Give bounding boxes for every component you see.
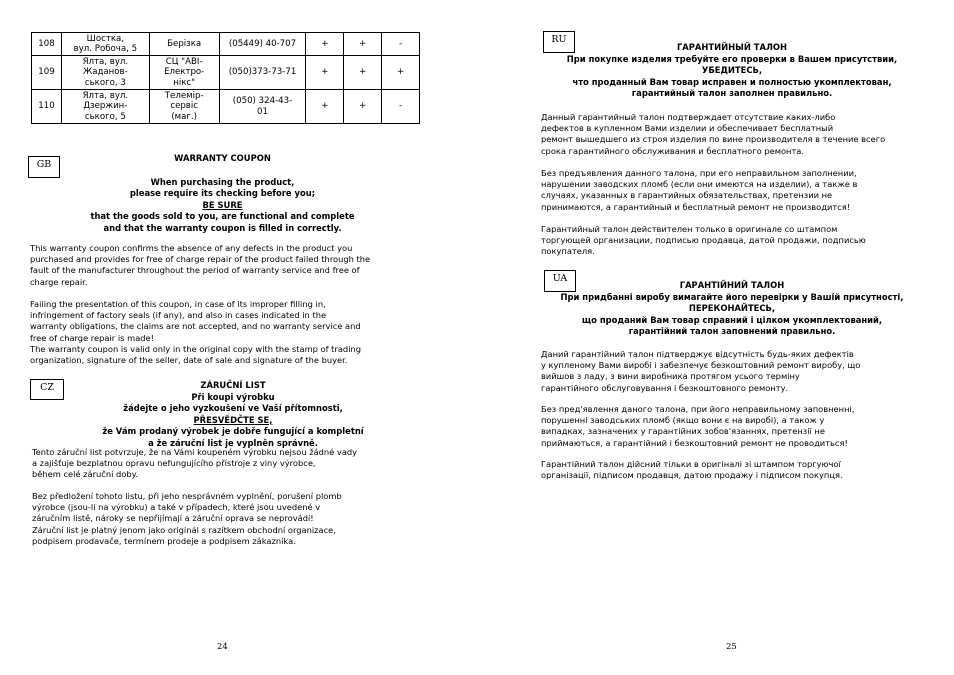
- table-row: [32, 56, 420, 90]
- language-tag-cz: CZ: [30, 379, 64, 400]
- ua-title: ГАРАНТІЙНИЙ ТАЛОН: [679, 280, 785, 290]
- service-name-cell: СЦ "АВІ- Електро- нікс": [149, 56, 219, 90]
- gb-title: WARRANTY COUPON: [174, 153, 271, 163]
- mark-cell: +: [306, 33, 344, 56]
- mark-cell: +: [306, 90, 344, 124]
- cz-title: ZÁRUČNÍ LIST: [200, 380, 266, 390]
- ua-paragraph-3: Гарантійний талон дійсний тільки в оригіналі зі штампом торгуючої організації, підписом продавця, датою продажу і підписом покупця.: [541, 459, 843, 481]
- ru-paragraph-2: Без предъявления данного талона, при его неправильном заполнении, нарушении заводских пломб (если они имеются на изделии), а также в случаях, указанных в гарантийных обязательствах, претензии не принимаются, а гарантийный и бесплатный ремонт не производится!: [541, 168, 858, 212]
- service-name-cell: Берізка: [149, 33, 219, 56]
- gb-paragraph-2: Failing the presentation of this coupon, in case of its improper filling in, infringement of factory seals (if any), and also in cases indicated in the warranty obligations, the claims are not accepted, and no warranty service and free of charge repair is made! The warranty coupon is valid only in the original copy with the stamp of trading organization, signature of the seller, date of sale and signature of the buyer.: [30, 299, 362, 366]
- ua-heading: ГАРАНТІЙНИЙ ТАЛОН При придбанні виробу вимагайте його перевірки у Вашій присутності, ПЕРЕКОНАЙТЕСЬ, що проданий Вам товар справний і цілком укомплектований, гарантійний талон заповнений правильно.: [543, 280, 921, 338]
- ru-paragraph-3: Гарантийный талон действителен только в оригинале со штампом торгующей организации, подписью продавца, датой продажи, подписью покупателя.: [541, 224, 866, 257]
- ru-heading: ГАРАНТИЙНЫЙ ТАЛОН При покупке изделия требуйте его проверки в Вашем присутствии, УБЕДИТЕСЬ, что проданный Вам товар исправен и полностью укомплектован, гарантийный талон заполнен правильно.: [543, 42, 921, 100]
- mark-cell: +: [344, 56, 382, 90]
- table-row: [32, 90, 420, 124]
- service-centers-table: [31, 32, 420, 124]
- mark-cell: +: [382, 56, 420, 90]
- page-number: 24: [217, 642, 228, 652]
- address-cell: Ялта, вул. Дзержин- ського, 5: [61, 90, 149, 124]
- cz-heading: ZÁRUČNÍ LIST Při koupi výrobku žádejte o jeho vyzkoušení ve Vaší přítomnosti, PŘESVĚDČTE SE, že Vám prodaný výrobek je dobře fungující a kompletní a že záruční list je vyplněn správně.: [30, 380, 436, 449]
- row-number: 109: [32, 56, 62, 90]
- mark-cell: -: [382, 90, 420, 124]
- ru-paragraph-1: Данный гарантийный талон подтверждает отсутствие каких-либо дефектов в купленном Вами изделии и обеспечивает бесплатный ремонт вышедшего из строя изделия по вине производителя в течение всего срока гарантийного обслуживания и бесплатного ремонта.: [541, 112, 886, 156]
- page-number: 25: [726, 642, 737, 652]
- mark-cell: +: [306, 56, 344, 90]
- right-page: [477, 0, 954, 675]
- language-tag-gb: GB: [28, 156, 60, 178]
- phone-cell: (050) 324-43- 01: [219, 90, 306, 124]
- language-tag-ua: UA: [544, 270, 576, 292]
- gb-heading: WARRANTY COUPON When purchasing the product, please require its checking before you; BE SURE that the goods sold to you, are functional and complete and that the warranty coupon is filled in correctly.: [30, 153, 415, 234]
- service-name-cell: Телемір- сервіс (маг.): [149, 90, 219, 124]
- address-cell: Шостка, вул. Робоча, 5: [61, 33, 149, 56]
- gb-paragraph-1: This warranty coupon confirms the absence of any defects in the product you purchased and provides for free of charge repair of the product failed through the fault of the manufacturer throughout the period of warranty service and free of charge repair.: [30, 243, 371, 287]
- row-number: 108: [32, 33, 62, 56]
- mark-cell: +: [344, 90, 382, 124]
- ru-title: ГАРАНТИЙНЫЙ ТАЛОН: [676, 42, 788, 52]
- language-tag-ru: RU: [543, 31, 575, 53]
- phone-cell: (050)373-73-71: [219, 56, 306, 90]
- row-number: 110: [32, 90, 62, 124]
- cz-paragraph-1: Tento záruční list potvrzuje, že na Vámi koupeném výrobku nejsou žádné vady a zajišťuje bezplatnou opravu nefungujícího přístroje z viny výrobce, během celé záruční doby.: [32, 447, 358, 480]
- phone-cell: (05449) 40-707: [219, 33, 306, 56]
- mark-cell: -: [382, 33, 420, 56]
- mark-cell: +: [344, 33, 382, 56]
- ua-paragraph-1: Даний гарантійний талон підтверджує відсутність будь-яких дефектів у купленому Вами виробі і забезпечує безкоштовний ремонт виробу, що вийшов з ладу, з вини виробника протягом усього терміну гарантійного обслуговування і безкоштовного ремонту.: [541, 349, 861, 393]
- address-cell: Ялта, вул. Жаданов- ського, 3: [61, 56, 149, 90]
- ua-paragraph-2: Без пред'явлення даного талона, при його неправильному заповненні, порушенні заводських пломб (якщо вони є на виробі), а також у випадках, зазначених у гарантійних зобов'язаннях, претензії не приймаються, а гарантійний і безкоштовний ремонт не проводиться!: [541, 404, 855, 448]
- cz-paragraph-2: Bez předložení tohoto listu, při jeho nesprávném vyplnění, porušení plomb výrobce (jsou-li na výrobku) a také v případech, které jsou uvedené v záručním listě, nároky se nepřijímají a záruční oprava se neprovádí! Záruční list je platný jenom jako originál s razítkem obchodní organizace, podpisem prodavače, termínem prodeje a podpisem zákazníka.: [32, 491, 342, 546]
- table-row: [32, 33, 420, 56]
